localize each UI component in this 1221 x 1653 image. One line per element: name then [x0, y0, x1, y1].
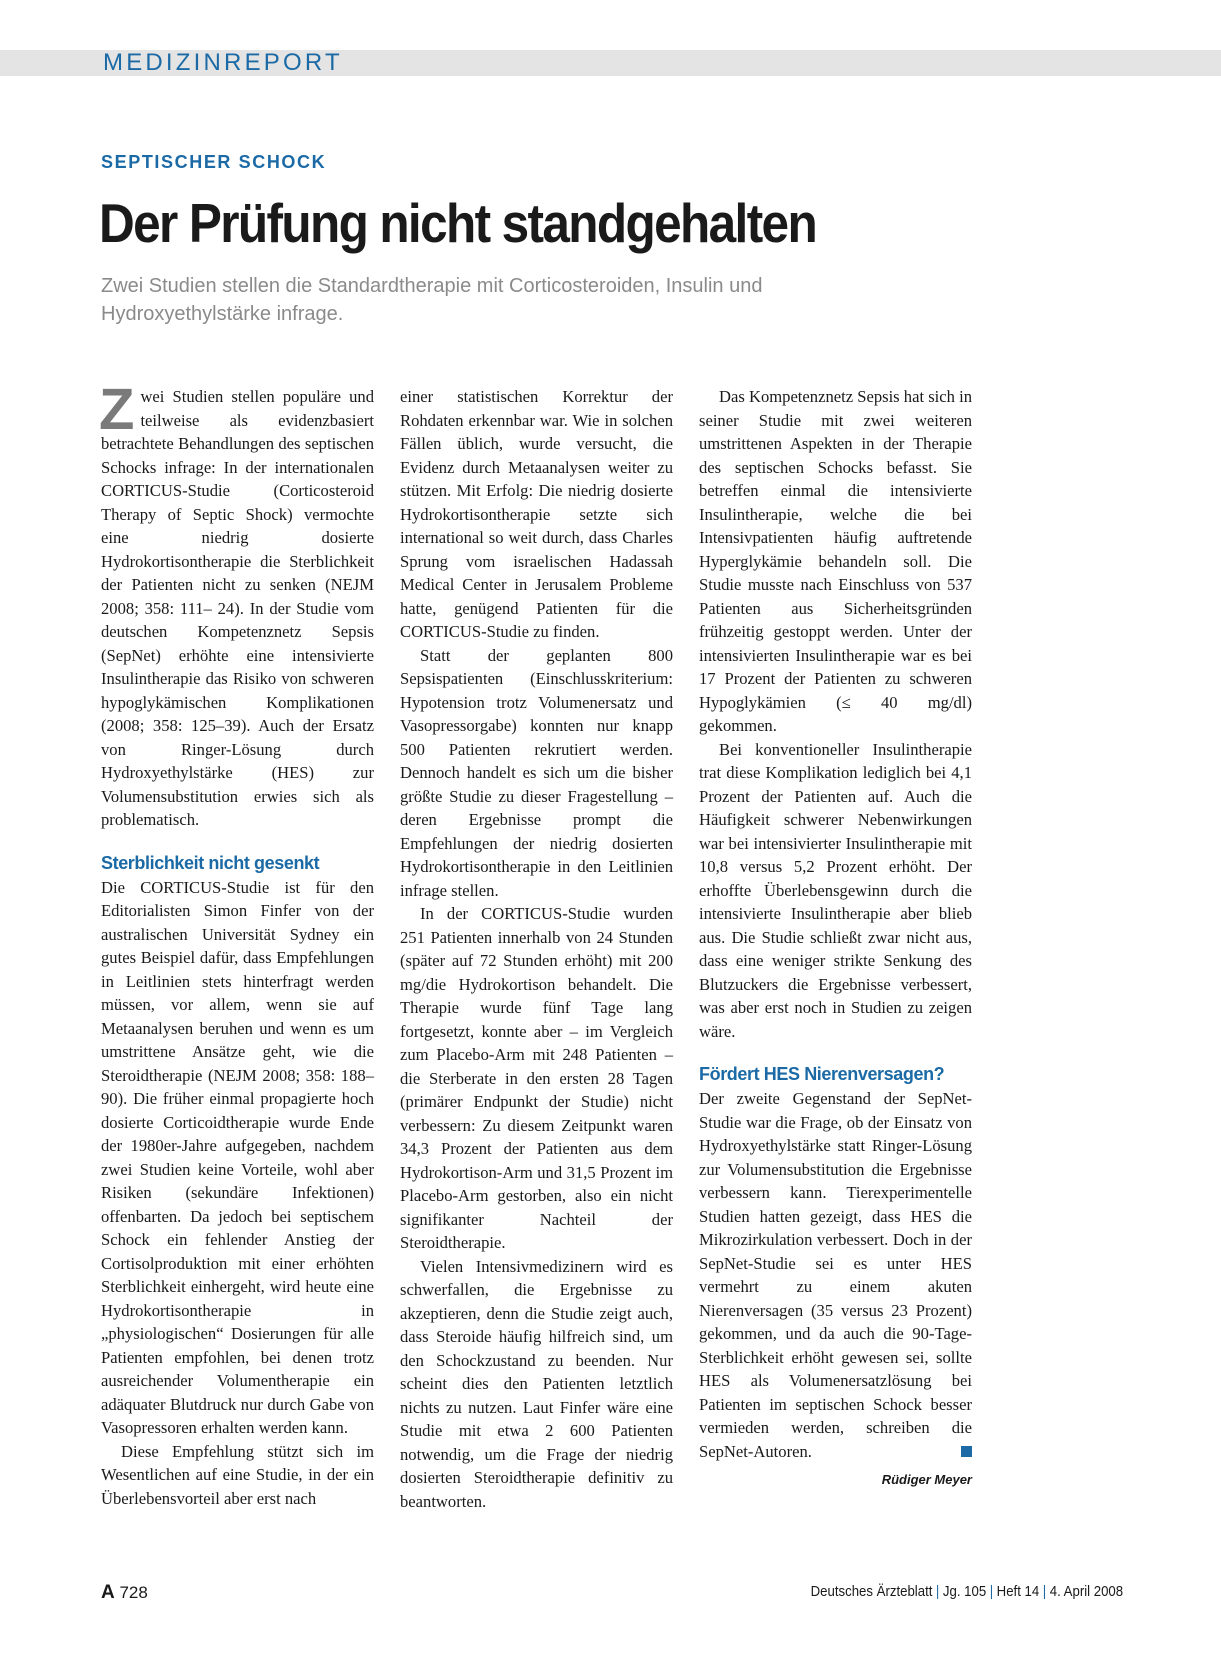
- paragraph: einer statistischen Korrektur der Rohdaten erkennbar war. Wie in solchen Fällen üblich, wurde versucht, die Evidenz durch Metaanalysen weiter zu stützen. Mit Erfolg: Die niedrig dosierte Hydrokortisontherapie setzte sich international so weit durch, dass Charles Sprung vom israelischen Hadassah Medical Center in Jerusalem Probleme hatte, genügend Patienten für die CORTICUS-Studie zu finden.: [400, 387, 673, 641]
- paragraph: In der CORTICUS-Studie wurden 251 Patienten innerhalb von 24 Stunden (später auf 72 Stunden erhöht) mit 200 mg/die Hydrokortison behandelt. Die Therapie wurde fünf Tage lang fortgesetzt, konnte aber – im Vergleich zum Placebo-Arm mit 248 Patienten – die Sterberate in den ersten 28 Tagen (primärer Endpunkt der Studie) nicht verbessern: Zu diesem Zeitpunkt waren 34,3 Prozent der Patienten aus dem Hydrokortison-Arm und 31,5 Prozent im Placebo-Arm gestorben, also ein nicht signifikanter Nachteil der Steroidtherapie.: [400, 904, 673, 1252]
- page-number-value: 728: [119, 1583, 148, 1602]
- text-column-1: [99, 377, 374, 1510]
- paragraph: Diese Empfehlung stützt sich im Wesentlichen auf eine Studie, in der ein Überlebensvorteil aber erst nach: [101, 1441, 374, 1508]
- author-byline: Rüdiger Meyer: [881, 1472, 972, 1487]
- drop-cap: Z: [99, 377, 135, 442]
- journal-name: Deutsches Ärzteblatt: [810, 1583, 933, 1600]
- page-prefix: A: [101, 1582, 115, 1603]
- paragraph: [99, 377, 374, 832]
- paragraph-text: Der zweite Gegenstand der SepNet-Studie war die Frage, ob der Einsatz von Hydroxyethylstärke statt Ringer-Lösung zur Volumensubstitution die Ergebnisse verbessern kann. Tierexperimentelle Studien hatten gezeigt, dass HES die Mikrozirkulation verbessert. Doch in der SepNet-Studie sei es unter HES vermehrt zu einem akuten Nierenversagen (35 versus 23 Prozent) gekommen, und da auch die 90-Tage-Sterblichkeit erhöht gewesen sei, sollte HES als Volumenersatzlösung bei Patienten im septischen Schock besser vermieden werden, schreiben die SepNet-Autoren.: [699, 1089, 972, 1461]
- paragraph: Bei konventioneller Insulintherapie trat diese Komplikation lediglich bei 4,1 Prozent der Patienten auf. Auch die Häufigkeit schwerer Nebenwirkungen war bei intensivierter Insulintherapie mit 10,8 versus 5,2 Prozent erhöht. Der erhoffte Überlebensgewinn durch die intensivierte Insulintherapie aber blieb aus. Die Studie schließt zwar nicht aus, dass eine weniger strikte Senkung des Blutzuckers die Ergebnisse verbessert, was aber erst noch in Studien zu zeigen wäre.: [699, 739, 972, 1041]
- journal-issue: Heft 14: [996, 1583, 1040, 1600]
- article-subtitle: Zwei Studien stellen die Standardtherapie mit Corticosteroiden, Insulin und Hydroxyethylstärke infrage.: [101, 275, 763, 325]
- page-number: [101, 1582, 148, 1604]
- journal-date: 4. April 2008: [1049, 1583, 1123, 1600]
- divider: |: [1042, 1583, 1047, 1600]
- section-label: MEDIZINREPORT: [103, 49, 343, 76]
- journal-info: [810, 1583, 1123, 1600]
- article-kicker: SEPTISCHER SCHOCK: [101, 152, 327, 172]
- paragraph: Das Kompetenznetz Sepsis hat sich in seiner Studie mit zwei weiteren umstrittenen Aspekten in der Therapie des septischen Schocks befasst. Sie betreffen einmal die intensivierte Insulintherapie, welche die bei Intensivpatienten häufig auftretende Hyperglykämie behandeln soll. Die Studie musste nach Einschluss von 537 Patienten aus Sicherheitsgründen frühzeitig gestoppt werden. Unter der intensivierten Insulintherapie war es bei 17 Prozent der Patienten zu schweren Hypoglykämien (≤ 40 mg/dl) gekommen.: [699, 387, 972, 735]
- paragraph-text: wei Studien stellen populäre und teilweise als evidenzbasiert betrachtete Behandlungen des septischen Schocks infrage: In der internationalen CORTICUS-Studie (Corticosteroid Therapy of Septic Shock) vermochte eine niedrig dosierte Hydrokortisontherapie die Sterblichkeit der Patienten nicht zu senken (NEJM 2008; 358: 111– 24). In der Studie vom deutschen Kompetenznetz Sepsis (SepNet) erhöhte eine intensivierte Insulintherapie das Risiko von schweren hypoglykämischen Komplikationen (2008; 358: 125–39). Auch der Ersatz von Ringer-Lösung durch Hydroxyethylstärke (HES) zur Volumensubstitution erwies sich als problematisch.: [101, 387, 374, 829]
- article-title: Der Prüfung nicht standgehalten: [99, 192, 817, 254]
- section-heading: Fördert HES Nierenversagen?: [699, 1064, 945, 1084]
- text-column-2: [400, 385, 673, 1513]
- paragraph: Statt der geplanten 800 Sepsispatienten (Einschlusskriterium: Hypotension trotz Volumenersatz und Vasopressorgabe) konnten nur knapp 500 Patienten rekrutiert werden. Dennoch handelt es sich um die bisher größte Studie zu dieser Fragestellung – deren Ergebnisse prompt die Empfehlungen der niedrig dosierten Hydrokortisontherapie in den Leitlinien infrage stellen.: [400, 645, 673, 900]
- end-mark-icon: [961, 1446, 972, 1457]
- section-heading: Sterblichkeit nicht gesenkt: [101, 852, 320, 873]
- text-column-3: [699, 385, 972, 1489]
- paragraph: [699, 1087, 972, 1463]
- paragraph: Vielen Intensivmedizinern wird es schwerfallen, die Ergebnisse zu akzeptieren, denn die Studie zeigt auch, dass Steroide häufig hilfreich sind, um den Schockzustand zu beenden. Nur scheint dies den Patienten letztlich nichts zu nutzen. Laut Finfer wäre eine Studie mit etwa 2 600 Patienten notwendig, um die Frage der niedrig dosierten Steroidtherapie definitiv zu beantworten.: [400, 1256, 673, 1511]
- divider: |: [989, 1583, 994, 1600]
- divider: |: [935, 1583, 940, 1600]
- paragraph: Die CORTICUS-Studie ist für den Editorialisten Simon Finfer von der australischen Universität Sydney ein gutes Beispiel dafür, dass Empfehlungen in Leitlinien stets hinterfragt werden müssen, vor allem, wenn sie auf Metaanalysen beruhen und wenn es um umstrittene Ansätze geht, wie die Steroidtherapie (NEJM 2008; 358: 188–90). Die früher einmal propagierte hoch dosierte Corticoidtherapie wurde Ende der 1980er-Jahre aufgegeben, nachdem zwei Studien keine Vorteile, wohl aber Risiken (sekundäre Infektionen) offenbarten. Da jedoch bei septischem Schock ein fehlender Anstieg der Cortisolproduktion mit einer erhöhten Sterblichkeit einhergeht, wird heute eine Hydrokortisontherapie in „physiologischen“ Dosierungen für alle Patienten empfohlen, bei denen trotz ausreichender Volumentherapie ein adäquater Blutdruck nur durch Gabe von Vasopressoren erhalten werden kann.: [101, 877, 374, 1437]
- journal-volume: Jg. 105: [942, 1583, 987, 1600]
